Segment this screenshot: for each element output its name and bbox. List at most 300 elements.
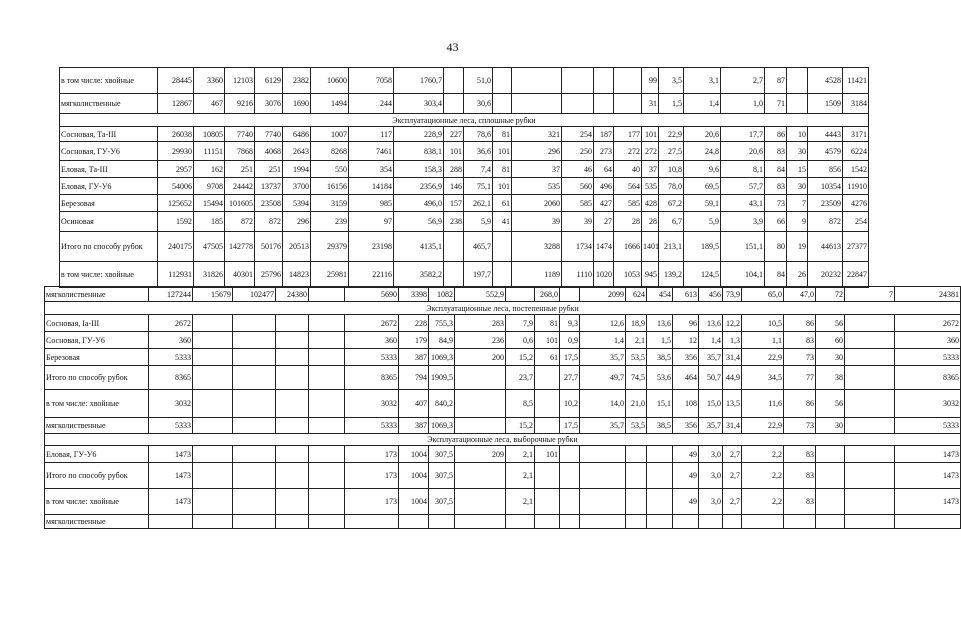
table-cell: 53,6 bbox=[647, 366, 673, 390]
table-cell: 29930 bbox=[158, 142, 194, 161]
table-cell: 2099 bbox=[580, 287, 626, 302]
table-cell: 40 bbox=[614, 161, 642, 178]
table-cell bbox=[276, 332, 309, 349]
table-cell: 1509 bbox=[808, 94, 843, 114]
table-cell: 59,1 bbox=[684, 195, 721, 212]
table-cell: 83 bbox=[784, 446, 816, 463]
table-cell bbox=[626, 515, 647, 529]
table-cell: 12 bbox=[673, 332, 699, 349]
table-cell: 307,5 bbox=[429, 489, 455, 515]
table-cell: 200 bbox=[455, 349, 506, 366]
table-cell: 3,1 bbox=[684, 68, 721, 94]
table-cell: 124,5 bbox=[684, 262, 721, 288]
table-cell: 2672 bbox=[149, 315, 193, 332]
table-cell: 296 bbox=[283, 212, 311, 232]
table-cell: 2,2 bbox=[742, 446, 784, 463]
table-cell: 1760,7 bbox=[394, 68, 444, 94]
table-cell: 5,9 bbox=[464, 212, 493, 232]
table-row bbox=[45, 515, 961, 529]
table-cell: 3184 bbox=[843, 94, 869, 114]
table-cell: 356 bbox=[673, 349, 699, 366]
table-cell: 360 bbox=[149, 332, 193, 349]
table-cell: 37 bbox=[642, 161, 659, 178]
table-cell: 1,4 bbox=[699, 332, 723, 349]
table-row bbox=[60, 127, 869, 142]
table-cell bbox=[647, 446, 673, 463]
table-cell: 35,7 bbox=[699, 418, 723, 434]
table-cell: 10,5 bbox=[742, 315, 784, 332]
table-cell: 3582,2 bbox=[394, 262, 444, 288]
row-label: в том числе: хвойные bbox=[45, 390, 149, 418]
table-cell: 127244 bbox=[149, 287, 193, 302]
table-cell: 1053 bbox=[614, 262, 642, 288]
table-cell: 550 bbox=[311, 161, 349, 178]
table-cell: 28 bbox=[614, 212, 642, 232]
table-cell bbox=[580, 515, 626, 529]
table-cell: 1474 bbox=[594, 232, 614, 262]
table-cell bbox=[816, 489, 845, 515]
table-cell: 14,0 bbox=[580, 390, 626, 418]
table-cell: 56 bbox=[816, 315, 845, 332]
table-cell: 9708 bbox=[194, 178, 225, 195]
table-cell: 1666 bbox=[614, 232, 642, 262]
table-cell: 2,7 bbox=[723, 446, 742, 463]
row-label: Итого по способу рубок bbox=[45, 463, 149, 489]
table-row bbox=[45, 418, 961, 434]
table-cell bbox=[276, 418, 309, 434]
table-cell: 108 bbox=[673, 390, 699, 418]
table-cell bbox=[626, 446, 647, 463]
table-cell: 251 bbox=[225, 161, 255, 178]
table-cell: 125652 bbox=[158, 195, 194, 212]
table-cell bbox=[193, 446, 233, 463]
table-cell: 2957 bbox=[158, 161, 194, 178]
table-cell: 3,9 bbox=[721, 212, 765, 232]
table-cell: 985 bbox=[349, 195, 394, 212]
table-cell: 74,5 bbox=[626, 366, 647, 390]
table-cell: 36,6 bbox=[464, 142, 493, 161]
table-cell: 8268 bbox=[311, 142, 349, 161]
table-cell: 3,5 bbox=[659, 68, 684, 94]
table-cell bbox=[233, 332, 276, 349]
table-cell bbox=[193, 489, 233, 515]
table-cell: 72 bbox=[816, 287, 845, 302]
table-cell bbox=[560, 515, 580, 529]
table-cell: 387 bbox=[399, 349, 429, 366]
table-cell: 1,3 bbox=[723, 332, 742, 349]
table-cell: 872 bbox=[808, 212, 843, 232]
table-row bbox=[60, 178, 869, 195]
table-cell bbox=[535, 463, 560, 489]
table-cell: 51,0 bbox=[464, 68, 493, 94]
table-cell bbox=[455, 390, 506, 418]
table-cell bbox=[455, 489, 506, 515]
table-row bbox=[45, 287, 961, 302]
upper-data-table bbox=[59, 67, 869, 288]
table-cell: 13,5 bbox=[723, 390, 742, 418]
section-title: Эксплуатационные леса, выборочные рубки bbox=[45, 434, 961, 446]
row-label: Итого по способу рубок bbox=[60, 232, 158, 262]
table-cell bbox=[626, 463, 647, 489]
table-cell: 1473 bbox=[149, 489, 193, 515]
table-cell: 15,2 bbox=[506, 418, 535, 434]
table-cell: 12103 bbox=[225, 68, 255, 94]
table-cell: 1020 bbox=[594, 262, 614, 288]
table-cell: 1110 bbox=[562, 262, 594, 288]
table-cell: 1,0 bbox=[721, 94, 765, 114]
table-cell: 5394 bbox=[283, 195, 311, 212]
table-cell: 7740 bbox=[225, 127, 255, 142]
table-cell bbox=[845, 390, 895, 418]
table-cell: 73 bbox=[784, 349, 816, 366]
table-cell bbox=[444, 232, 464, 262]
table-cell: 101 bbox=[535, 446, 560, 463]
lower-data-table bbox=[44, 286, 961, 529]
table-cell: 197,7 bbox=[464, 262, 493, 288]
table-cell bbox=[506, 515, 535, 529]
table-cell: 2060 bbox=[512, 195, 562, 212]
table-cell bbox=[699, 515, 723, 529]
table-cell: 1007 bbox=[311, 127, 349, 142]
table-cell: 465,7 bbox=[464, 232, 493, 262]
table-cell: 102477 bbox=[233, 287, 276, 302]
table-cell: 236 bbox=[455, 332, 506, 349]
table-row bbox=[45, 489, 961, 515]
table-cell: 71 bbox=[765, 94, 787, 114]
table-cell bbox=[614, 94, 642, 114]
table-cell: 4443 bbox=[808, 127, 843, 142]
row-label: Березовая bbox=[60, 195, 158, 212]
table-cell bbox=[193, 315, 233, 332]
table-cell bbox=[233, 315, 276, 332]
table-cell: 3,0 bbox=[699, 446, 723, 463]
table-cell: 30 bbox=[787, 142, 808, 161]
table-cell: 19 bbox=[787, 232, 808, 262]
table-cell: 5333 bbox=[345, 349, 399, 366]
table-cell: 54006 bbox=[158, 178, 194, 195]
table-cell: 15,2 bbox=[506, 349, 535, 366]
table-cell: 2356,9 bbox=[394, 178, 444, 195]
table-cell bbox=[562, 68, 594, 94]
section-header-row bbox=[45, 434, 961, 446]
table-cell: 83 bbox=[784, 463, 816, 489]
table-cell: 20,6 bbox=[721, 142, 765, 161]
table-cell: 37 bbox=[512, 161, 562, 178]
table-cell bbox=[560, 489, 580, 515]
table-cell bbox=[560, 287, 580, 302]
table-cell: 43,1 bbox=[721, 195, 765, 212]
table-cell bbox=[429, 515, 455, 529]
table-cell bbox=[493, 262, 512, 288]
table-cell: 5333 bbox=[149, 349, 193, 366]
table-row bbox=[60, 195, 869, 212]
table-cell bbox=[673, 515, 699, 529]
table-cell: 27377 bbox=[843, 232, 869, 262]
table-cell: 44613 bbox=[808, 232, 843, 262]
table-cell bbox=[512, 68, 562, 94]
table-cell: 13737 bbox=[255, 178, 283, 195]
table-cell: 49 bbox=[673, 463, 699, 489]
table-cell: 50176 bbox=[255, 232, 283, 262]
table-cell: 189,5 bbox=[684, 232, 721, 262]
table-cell bbox=[444, 68, 464, 94]
table-cell: 356 bbox=[673, 418, 699, 434]
table-cell: 35,7 bbox=[699, 349, 723, 366]
table-cell bbox=[193, 366, 233, 390]
table-cell: 535 bbox=[642, 178, 659, 195]
table-cell: 5333 bbox=[895, 418, 961, 434]
table-cell bbox=[345, 515, 399, 529]
table-cell: 86 bbox=[784, 315, 816, 332]
table-cell: 9216 bbox=[225, 94, 255, 114]
table-cell: 28 bbox=[642, 212, 659, 232]
table-row bbox=[60, 212, 869, 232]
table-cell: 496,0 bbox=[394, 195, 444, 212]
table-cell: 838,1 bbox=[394, 142, 444, 161]
table-cell: 41 bbox=[493, 212, 512, 232]
table-cell: 157 bbox=[444, 195, 464, 212]
row-label: Еловая, ГУ-У6 bbox=[45, 446, 149, 463]
table-cell: 238 bbox=[444, 212, 464, 232]
table-cell: 2,1 bbox=[626, 332, 647, 349]
table-cell: 1,4 bbox=[580, 332, 626, 349]
table-cell: 38,5 bbox=[647, 418, 673, 434]
table-cell: 251 bbox=[255, 161, 283, 178]
table-cell: 78,0 bbox=[659, 178, 684, 195]
row-label: мягколиственные bbox=[45, 515, 149, 529]
table-cell: 73,9 bbox=[723, 287, 742, 302]
table-cell bbox=[233, 349, 276, 366]
table-cell: 31,4 bbox=[723, 349, 742, 366]
table-cell: 288 bbox=[444, 161, 464, 178]
table-cell: 29379 bbox=[311, 232, 349, 262]
table-cell: 209 bbox=[455, 446, 506, 463]
table-cell: 273 bbox=[594, 142, 614, 161]
table-cell: 101 bbox=[493, 142, 512, 161]
table-row bbox=[60, 142, 869, 161]
table-cell: 307,5 bbox=[429, 446, 455, 463]
table-cell: 4579 bbox=[808, 142, 843, 161]
table-cell: 239 bbox=[311, 212, 349, 232]
row-label: Сосновая, ГУ-У6 bbox=[45, 332, 149, 349]
table-cell: 1082 bbox=[429, 287, 455, 302]
table-cell bbox=[233, 366, 276, 390]
table-cell: 321 bbox=[512, 127, 562, 142]
table-cell: 87 bbox=[765, 68, 787, 94]
table-cell: 3288 bbox=[512, 232, 562, 262]
table-cell: 254 bbox=[562, 127, 594, 142]
table-cell: 307,5 bbox=[429, 463, 455, 489]
table-cell: 10,2 bbox=[560, 390, 580, 418]
table-cell bbox=[535, 489, 560, 515]
table-cell: 456 bbox=[699, 287, 723, 302]
table-cell: 35,7 bbox=[580, 418, 626, 434]
table-cell: 1004 bbox=[399, 446, 429, 463]
row-label: Сосновая, Ia-III bbox=[45, 315, 149, 332]
table-cell: 464 bbox=[673, 366, 699, 390]
table-cell: 10,8 bbox=[659, 161, 684, 178]
table-cell bbox=[580, 463, 626, 489]
table-cell: 35,7 bbox=[580, 349, 626, 366]
table-cell: 17,7 bbox=[721, 127, 765, 142]
table-cell bbox=[309, 390, 345, 418]
table-cell: 20232 bbox=[808, 262, 843, 288]
table-cell: 2672 bbox=[895, 315, 961, 332]
table-cell: 1189 bbox=[512, 262, 562, 288]
table-cell bbox=[493, 68, 512, 94]
table-cell: 81 bbox=[535, 315, 560, 332]
page-number: 43 bbox=[446, 40, 459, 54]
table-cell: 564 bbox=[614, 178, 642, 195]
table-cell: 3159 bbox=[311, 195, 349, 212]
table-cell: 560 bbox=[562, 178, 594, 195]
table-cell: 227 bbox=[444, 127, 464, 142]
table-cell: 47,0 bbox=[784, 287, 816, 302]
table-cell: 5333 bbox=[345, 418, 399, 434]
table-cell bbox=[276, 515, 309, 529]
table-cell: 187 bbox=[594, 127, 614, 142]
table-cell: 11421 bbox=[843, 68, 869, 94]
table-cell: 240175 bbox=[158, 232, 194, 262]
table-cell: 3171 bbox=[843, 127, 869, 142]
table-cell: 173 bbox=[345, 446, 399, 463]
table-cell: 945 bbox=[642, 262, 659, 288]
table-cell: 5333 bbox=[895, 349, 961, 366]
table-cell: 27,7 bbox=[560, 366, 580, 390]
table-cell bbox=[309, 418, 345, 434]
table-cell bbox=[845, 366, 895, 390]
table-cell bbox=[845, 463, 895, 489]
table-cell: 97 bbox=[349, 212, 394, 232]
table-row bbox=[60, 94, 869, 114]
table-cell: 407 bbox=[399, 390, 429, 418]
table-cell: 30 bbox=[816, 418, 845, 434]
table-cell bbox=[309, 515, 345, 529]
table-cell: 7868 bbox=[225, 142, 255, 161]
table-cell: 84 bbox=[765, 161, 787, 178]
table-cell: 7,9 bbox=[506, 315, 535, 332]
table-cell: 17,5 bbox=[560, 418, 580, 434]
table-cell: 83 bbox=[765, 178, 787, 195]
table-cell: 14823 bbox=[283, 262, 311, 288]
table-cell: 61 bbox=[535, 349, 560, 366]
table-cell bbox=[455, 515, 506, 529]
table-cell bbox=[816, 463, 845, 489]
table-cell bbox=[309, 332, 345, 349]
row-label: в том числе: хвойные bbox=[60, 262, 158, 288]
table-cell: 3360 bbox=[194, 68, 225, 94]
table-cell: 8365 bbox=[149, 366, 193, 390]
table-cell: 179 bbox=[399, 332, 429, 349]
table-cell: 872 bbox=[255, 212, 283, 232]
table-cell: 1004 bbox=[399, 489, 429, 515]
table-cell bbox=[647, 515, 673, 529]
table-cell: 30,6 bbox=[464, 94, 493, 114]
table-cell: 5,9 bbox=[684, 212, 721, 232]
table-cell: 142778 bbox=[225, 232, 255, 262]
table-cell bbox=[493, 94, 512, 114]
table-cell: 3,0 bbox=[699, 489, 723, 515]
table-cell bbox=[845, 489, 895, 515]
table-cell: 31,4 bbox=[723, 418, 742, 434]
table-cell bbox=[455, 463, 506, 489]
table-cell: 1069,3 bbox=[429, 349, 455, 366]
table-cell: 40301 bbox=[225, 262, 255, 288]
table-cell: 20,6 bbox=[684, 127, 721, 142]
table-cell bbox=[455, 366, 506, 390]
table-cell: 99 bbox=[642, 68, 659, 94]
table-cell: 12,6 bbox=[580, 315, 626, 332]
section-header-row bbox=[45, 302, 961, 315]
table-cell: 30 bbox=[787, 178, 808, 195]
table-cell bbox=[193, 332, 233, 349]
table-cell: 75,1 bbox=[464, 178, 493, 195]
table-cell: 24,8 bbox=[684, 142, 721, 161]
table-cell: 22,9 bbox=[742, 418, 784, 434]
table-cell bbox=[535, 515, 560, 529]
table-cell: 66 bbox=[765, 212, 787, 232]
table-cell: 2,1 bbox=[506, 446, 535, 463]
table-cell bbox=[560, 463, 580, 489]
row-label: Еловая, ГУ-У6 bbox=[60, 178, 158, 195]
table-cell: 8,1 bbox=[721, 161, 765, 178]
table-cell: 1542 bbox=[843, 161, 869, 178]
table-cell bbox=[193, 515, 233, 529]
table-cell: 177 bbox=[614, 127, 642, 142]
table-cell: 53,5 bbox=[626, 418, 647, 434]
table-cell: 250 bbox=[562, 142, 594, 161]
table-cell: 4276 bbox=[843, 195, 869, 212]
table-cell: 1473 bbox=[895, 463, 961, 489]
table-cell bbox=[895, 515, 961, 529]
table-cell bbox=[193, 418, 233, 434]
table-cell: 5333 bbox=[149, 418, 193, 434]
table-cell: 1909,5 bbox=[429, 366, 455, 390]
table-cell: 283 bbox=[455, 315, 506, 332]
table-row bbox=[60, 262, 869, 288]
table-cell: 387 bbox=[399, 418, 429, 434]
table-cell: 262,1 bbox=[464, 195, 493, 212]
table-cell: 856 bbox=[808, 161, 843, 178]
table-cell: 30 bbox=[816, 349, 845, 366]
table-cell: 272 bbox=[642, 142, 659, 161]
table-cell: 86 bbox=[765, 127, 787, 142]
table-cell: 24380 bbox=[276, 287, 309, 302]
table-cell: 3076 bbox=[255, 94, 283, 114]
table-cell: 101 bbox=[493, 178, 512, 195]
table-cell: 3032 bbox=[345, 390, 399, 418]
table-cell: 49,7 bbox=[580, 366, 626, 390]
table-cell: 1473 bbox=[149, 446, 193, 463]
table-cell: 3700 bbox=[283, 178, 311, 195]
table-cell: 1473 bbox=[895, 489, 961, 515]
row-label: мягколиственные bbox=[45, 418, 149, 434]
table-cell bbox=[845, 418, 895, 434]
table-cell: 104,1 bbox=[721, 262, 765, 288]
table-cell: 57,7 bbox=[721, 178, 765, 195]
table-cell bbox=[233, 515, 276, 529]
table-cell: 23508 bbox=[255, 195, 283, 212]
table-cell bbox=[614, 68, 642, 94]
table-cell bbox=[845, 515, 895, 529]
table-cell: 83 bbox=[765, 142, 787, 161]
table-cell bbox=[560, 446, 580, 463]
table-cell: 28445 bbox=[158, 68, 194, 94]
row-label: Сосновая, ГУ-У6 bbox=[60, 142, 158, 161]
table-cell: 14184 bbox=[349, 178, 394, 195]
row-label: в том числе: хвойные bbox=[60, 68, 158, 94]
table-cell bbox=[845, 315, 895, 332]
